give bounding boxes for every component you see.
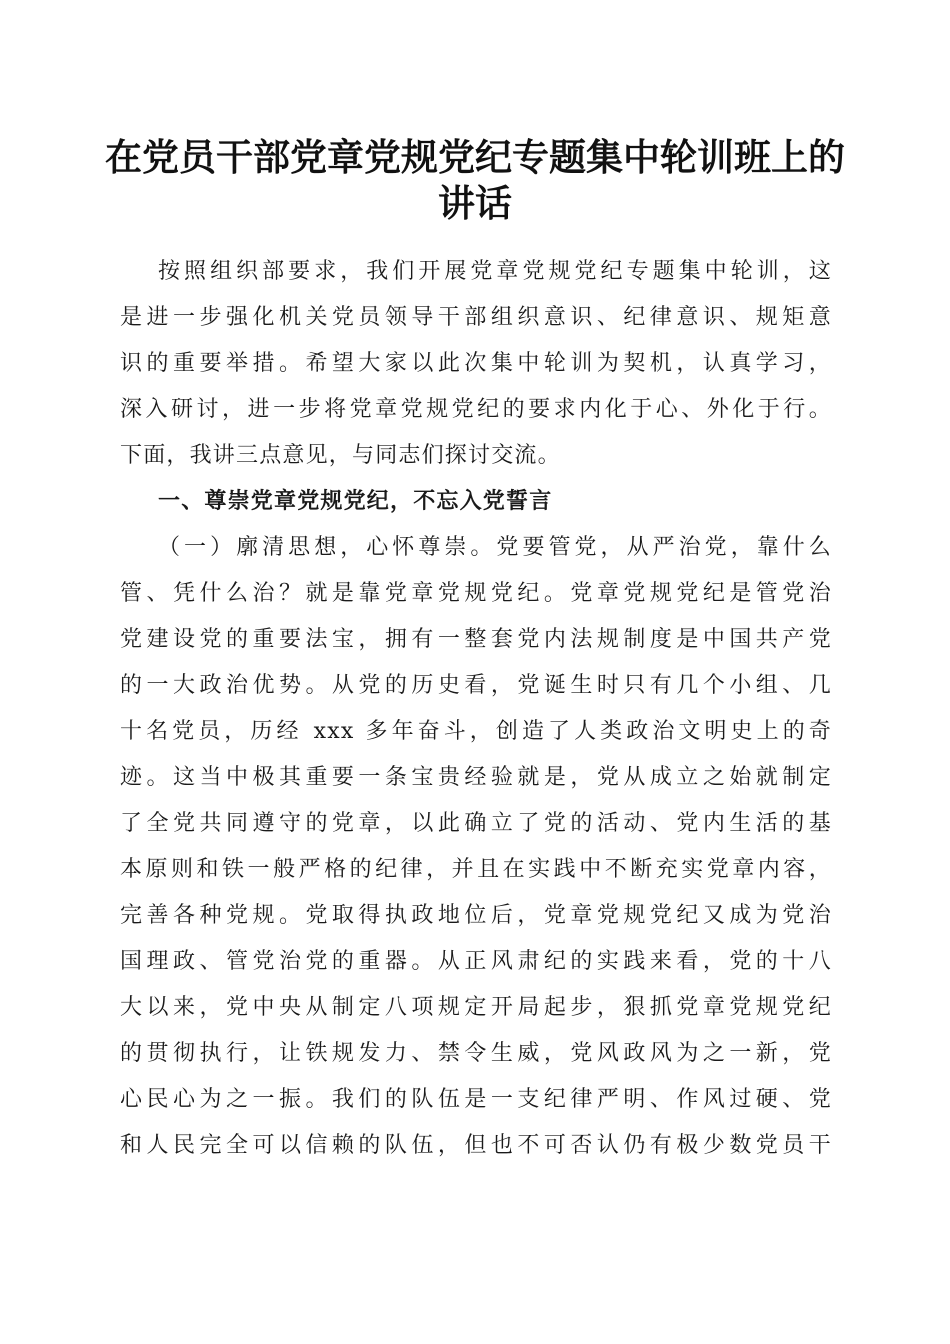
paragraph-intro bbox=[120, 249, 832, 479]
title-line-2: 讲话 bbox=[438, 181, 512, 225]
paragraph-line: 迹。这当中极其重要一条宝贵经验就是，党从成立之始就制定 bbox=[120, 765, 832, 790]
paragraph-line: 了全党共同遵守的党章，以此确立了党的活动、党内生活的基 bbox=[120, 811, 832, 836]
paragraph-line: 十名党员，历经 xxx 多年奋斗，创造了人类政治文明史上的奇 bbox=[120, 719, 832, 744]
paragraph-line: 的贯彻执行，让铁规发力、禁令生威，党风政风为之一新，党 bbox=[120, 1041, 832, 1066]
paragraph-section-1-1 bbox=[120, 525, 832, 1169]
paragraph-line: 的一大政治优势。从党的历史看，党诞生时只有几个小组、几 bbox=[120, 673, 832, 698]
paragraph-line: 本原则和铁一般严格的纪律，并且在实践中不断充实党章内容， bbox=[120, 857, 832, 882]
paragraph-line: 和人民完全可以信赖的队伍，但也不可否认仍有极少数党员干 bbox=[120, 1133, 832, 1158]
section-heading: 一、尊崇党章党规党纪，不忘入党誓言 bbox=[158, 489, 553, 514]
paragraph-line: 管、凭什么治？就是靠党章党规党纪。党章党规党纪是管党治 bbox=[120, 581, 832, 606]
paragraph-line: （一）廓清思想，心怀尊崇。党要管党，从严治党，靠什么 bbox=[158, 535, 832, 560]
paragraph-line: 下面，我讲三点意见，与同志们探讨交流。 bbox=[120, 443, 561, 468]
paragraph-line: 识的重要举措。希望大家以此次集中轮训为契机，认真学习， bbox=[120, 351, 832, 376]
paragraph-line: 国理政、管党治党的重器。从正风肃纪的实践来看，党的十八 bbox=[120, 949, 832, 974]
paragraph-line: 党建设党的重要法宝，拥有一整套党内法规制度是中国共产党 bbox=[120, 627, 832, 652]
paragraph-line: 是进一步强化机关党员领导干部组织意识、纪律意识、规矩意 bbox=[120, 305, 832, 330]
paragraph-line: 完善各种党规。党取得执政地位后，党章党规党纪又成为党治 bbox=[120, 903, 832, 928]
document-title bbox=[100, 134, 850, 226]
paragraph-line: 心民心为之一振。我们的队伍是一支纪律严明、作风过硬、党 bbox=[120, 1087, 832, 1112]
paragraph-line: 大以来，党中央从制定八项规定开局起步，狠抓党章党规党纪 bbox=[120, 995, 832, 1020]
document-body bbox=[120, 249, 832, 1169]
title-line-1: 在党员干部党章党规党纪专题集中轮训班上的 bbox=[105, 135, 845, 179]
paragraph-line: 按照组织部要求，我们开展党章党规党纪专题集中轮训，这 bbox=[158, 259, 832, 284]
paragraph-line: 深入研讨，进一步将党章党规党纪的要求内化于心、外化于行。 bbox=[120, 397, 832, 422]
